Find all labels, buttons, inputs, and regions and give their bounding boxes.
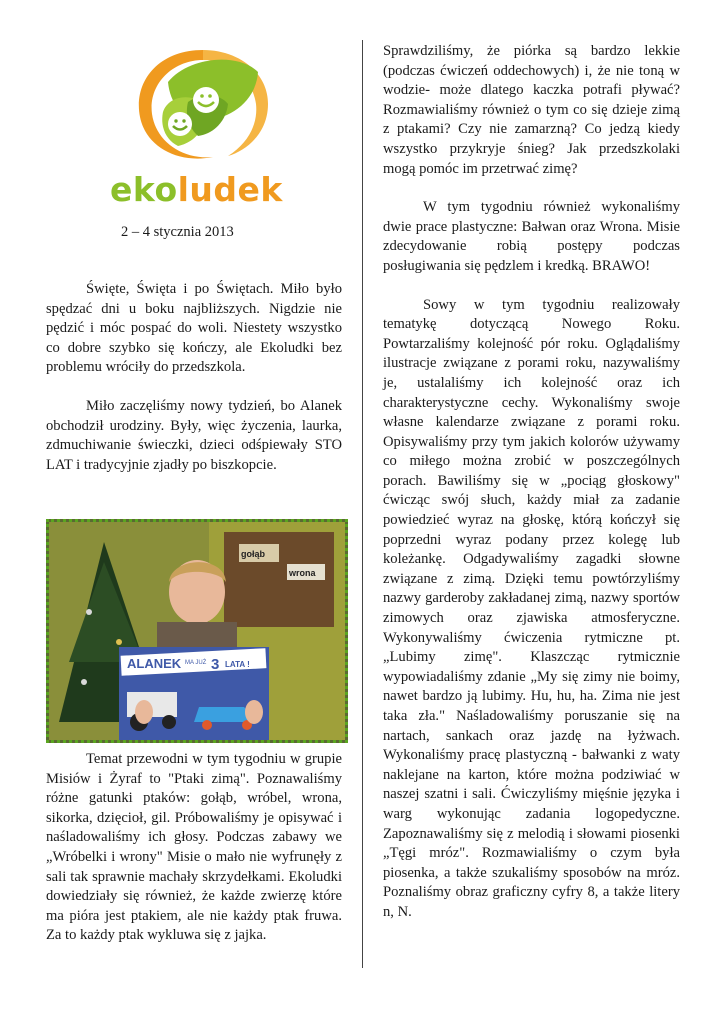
brand-name: [110, 170, 283, 210]
wall-label-2: wrona: [289, 568, 316, 578]
banner-number: 3: [211, 656, 220, 673]
ekoludek-logo: [128, 42, 278, 167]
left-column-top: [46, 280, 342, 475]
paragraph: Sowy w tym tygodniu realizowały tematykę dotyczącą Nowego Roku. Powtarzaliśmy kolejność pór roku. Oglądaliśmy ilustracje związane z porami roku, nazywaliśmy je, ustalaliśmy ich kolejność oraz ich charakterystyczne cechy. Wykonaliśmy swoje własne kalendarze związane z porami roku. Opisywaliśmy przy tym jakich kolorów używamy co miłego można zrobić w poszczególnych porach. Bawiliśmy się w „pociąg głoskowy" ćwicząc swój słuch, każdy miał za zadanie powiedzieć wyraz na głoskę, którą kończył się poprzedni wyraz podany przez kolegę lub koleżankę. Odgadywaliśmy zagadki słowne związane z zimą. Dzięki temu powtórzyliśmy nazwy garderoby zakładanej zimą, nazwy sportów zimowych oraz zjawiska atmosferyczne. Wykonywaliśmy ćwiczenia rytmiczne pt. „Lubimy zimę". Klaszcząc rytmicznie wypowiadaliśmy zdanie „My się zimy nie boimy, nawet bardzo ją lubimy. Hu, hu, ha. Zima nie jest taka zła." Naśladowaliśmy poruszanie się na nartach, sankach oraz jazdę na łyżwach. Wykonaliśmy pracę plastyczną - bałwanki z waty naklejane na karton, które można podziwiać w naszej szatni i sali. Ćwiczyliśmy mięśnie języka i warg wykonując zadania logopedyczne. Zapoznawaliśmy się z melodią i słowami piosenki „Tęgi mróz". Rozmawialiśmy o czym była piosenka, a także szukaliśmy sposobów na mróz. Poznaliśmy obraz graficzny cyfry 8, a także litery n, N.: [383, 296, 680, 920]
banner-name: ALANEK: [127, 656, 182, 671]
paragraph: Temat przewodni w tym tygodniu w grupie Misiów i Żyraf to "Ptaki zimą". Poznawaliśmy różne gatunki ptaków: gołąb, wróbel, wrona, sikorka, dzięcioł, gil. Próbowaliśmy je opisywać i naśladowaliśmy ich głosy. Podczas zabawy we „Wróbelki i wrony" Misie o mało nie wyfrunęły z sali tak sprawnie machały skrzydełkami. Ekoludki dowiedziały się również, że każde zwierzę które ma pióra jest ptakiem, ale nie każdy ptak fruwa. Za to każdy ptak wykluwa się z jajka.: [46, 751, 342, 944]
paragraph: Sprawdziliśmy, że piórka są bardzo lekkie (podczas ćwiczeń oddechowych) i, że nie toną w wodzie- może dlatego kaczka potrafi pływać? Rozmawialiśmy również o tym co się dzieje zimą z ptakami? Czy nie zamarzną? Co jedzą kiedy wszystko przykryje śnieg? Jak przedszkolaki mogą pomóc im przetrwać zimę?: [383, 43, 680, 177]
paragraph: W tym tygodniu również wykonaliśmy dwie prace plastyczne: Bałwan oraz Wrona. Misie zdecydowanie robią postępy podczas posługiwania się pędzlem i kredką. BRAWO!: [383, 199, 680, 274]
column-divider: [362, 40, 363, 968]
banner-small: MA JUŻ: [185, 660, 207, 666]
right-column: [383, 42, 680, 923]
paragraph: Święte, Święta i po Świętach. Miło było spędzać dni u boku najbliższych. Nigdzie nie pędzić i móc pospać do woli. Niestety wszystko co dobre szybko się kończy, ale Ekoludki bez problemu wróciły do przedszkola.: [46, 281, 342, 376]
paragraph: Miło zaczęliśmy nowy tydzień, bo Alanek obchodził urodziny. Były, więc życzenia, laurka, zdmuchiwanie świeczki, dzieci odśpiewały STO LAT i tradycyjnie zjadły po biszkopcie.: [46, 397, 342, 473]
left-column-bottom: [46, 750, 342, 946]
banner-end: LATA !: [225, 660, 250, 669]
birthday-photo: [46, 519, 348, 743]
brand-prefix: eko: [110, 170, 178, 209]
issue-date: 2 – 4 stycznia 2013: [121, 224, 234, 240]
brand-suffix: ludek: [177, 170, 283, 209]
wall-label-1: gołąb: [241, 549, 265, 559]
